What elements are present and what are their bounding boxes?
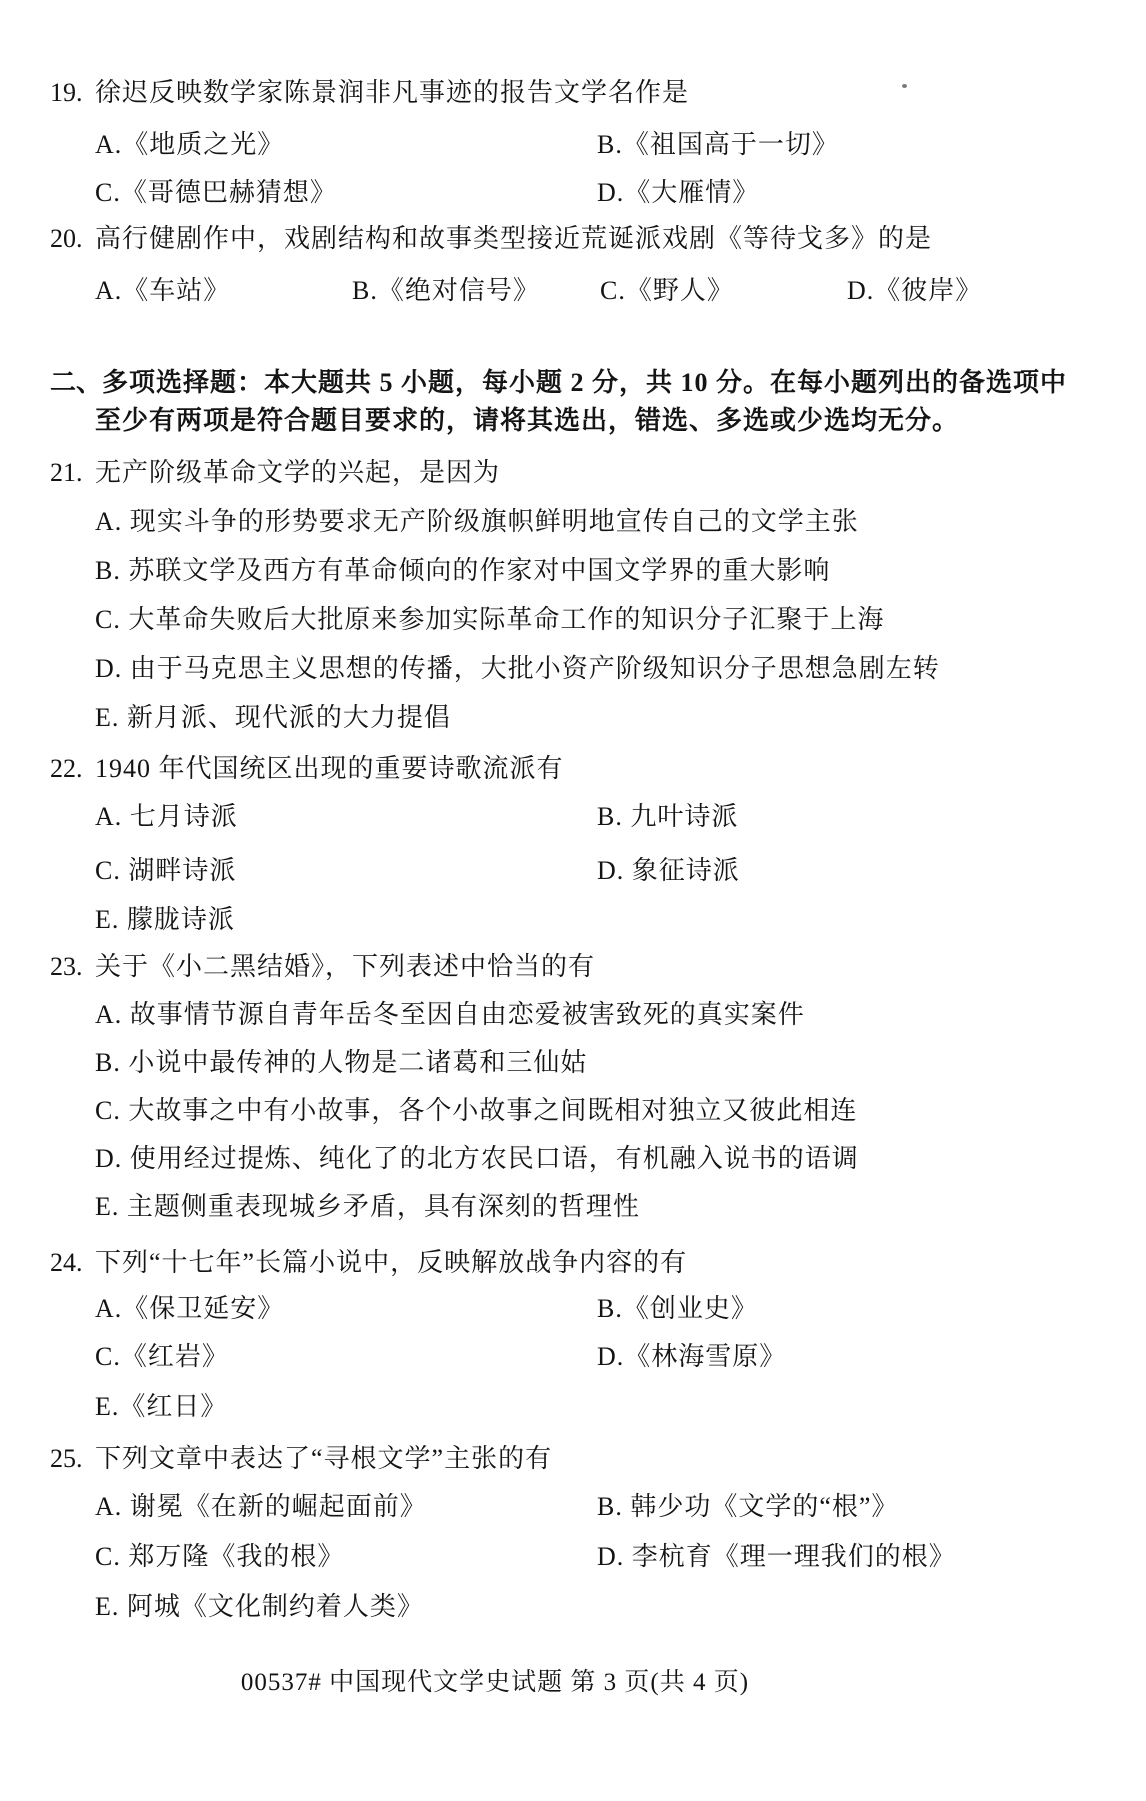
question-23-option-d: D. 使用经过提炼、纯化了的北方农民口语，有机融入说书的语调 [95,1144,859,1173]
question-19-text: 徐迟反映数学家陈景润非凡事迹的报告文学名作是 [95,78,690,107]
question-19-option-c: C.《哥德巴赫猜想》 [95,178,337,207]
page-footer: 00537# 中国现代文学史试题 第 3 页(共 4 页) [240,1669,750,1696]
question-19-option-a: A.《地质之光》 [95,130,285,159]
question-22-option-d: D. 象征诗派 [597,856,740,885]
question-24-option-e: E.《红日》 [95,1392,228,1421]
question-20-number: 20. [50,224,83,253]
scan-speck [902,84,907,88]
question-25-option-e: E. 阿城《文化制约着人类》 [95,1592,424,1621]
section-2-instructions-1: 多项选择题：本大题共 5 小题，每小题 2 分，共 10 分。在每小题列出的备选项中 [102,368,1068,397]
question-24-option-a: A.《保卫延安》 [95,1294,285,1323]
question-22-number: 22. [50,754,83,783]
question-25-number: 25. [50,1444,83,1473]
question-19-number: 19. [50,78,83,107]
question-21-option-e: E. 新月派、现代派的大力提倡 [95,703,451,732]
question-20-option-d: D.《彼岸》 [847,276,983,305]
question-22-option-c: C. 湖畔诗派 [95,856,237,885]
question-25-option-b: B. 韩少功《文学的“根”》 [597,1492,899,1521]
question-21-option-d: D. 由于马克思主义思想的传播，大批小资产阶级知识分子思想急剧左转 [95,654,940,683]
question-24-number: 24. [50,1248,83,1277]
question-21 [50,458,500,488]
question-23 [50,952,595,982]
question-24 [50,1248,687,1278]
question-23-number: 23. [50,952,83,981]
question-23-option-a: A. 故事情节源自青年岳冬至因自由恋爱被害致死的真实案件 [95,1000,805,1029]
question-24-option-c: C.《红岩》 [95,1342,229,1371]
question-25-option-c: C. 郑万隆《我的根》 [95,1542,345,1571]
question-20-option-c: C.《野人》 [600,276,734,305]
question-19-option-d: D.《大雁情》 [597,178,760,207]
question-19-option-b: B.《祖国高于一切》 [597,130,839,159]
question-20-text: 高行健剧作中，戏剧结构和故事类型接近荒诞派戏剧《等待戈多》的是 [95,224,933,253]
question-25-option-d: D. 李杭育《理一理我们的根》 [597,1542,956,1571]
question-20-option-a: A.《车站》 [95,276,231,305]
question-23-option-b: B. 小说中最传神的人物是二诸葛和三仙姑 [95,1048,588,1077]
question-22-text: 1940 年代国统区出现的重要诗歌流派有 [95,754,564,783]
section-2-label: 二、 [50,368,103,397]
question-21-number: 21. [50,458,83,487]
question-23-text: 关于《小二黑结婚》，下列表述中恰当的有 [95,952,596,981]
question-21-option-b: B. 苏联文学及西方有革命倾向的作家对中国文学界的重大影响 [95,556,831,585]
question-23-option-c: C. 大故事之中有小故事，各个小故事之间既相对独立又彼此相连 [95,1096,858,1125]
section-2-header-line-2: 至少有两项是符合题目要求的，请将其选出，错选、多选或少选均无分。 [95,406,960,435]
question-21-option-c: C. 大革命失败后大批原来参加实际革命工作的知识分子汇聚于上海 [95,605,885,634]
question-24-option-b: B.《创业史》 [597,1294,758,1323]
question-25-text: 下列文章中表达了“寻根文学”主张的有 [95,1444,553,1473]
section-2-header-line-1 [50,368,1067,398]
question-22-option-b: B. 九叶诗派 [597,802,739,831]
question-22 [50,754,564,784]
question-25 [50,1444,552,1474]
question-25-option-a: A. 谢冕《在新的崛起面前》 [95,1492,427,1521]
question-22-option-e: E. 朦胧诗派 [95,905,235,934]
question-24-option-d: D.《林海雪原》 [597,1342,787,1371]
question-19 [50,78,689,108]
question-23-option-e: E. 主题侧重表现城乡矛盾，具有深刻的哲理性 [95,1192,640,1221]
question-22-option-a: A. 七月诗派 [95,802,238,831]
question-21-option-a: A. 现实斗争的形势要求无产阶级旗帜鲜明地宣传自己的文学主张 [95,507,859,536]
question-21-text: 无产阶级革命文学的兴起，是因为 [95,458,501,487]
question-20 [50,224,932,254]
question-20-option-b: B.《绝对信号》 [352,276,540,305]
question-24-text: 下列“十七年”长篇小说中，反映解放战争内容的有 [95,1248,688,1277]
